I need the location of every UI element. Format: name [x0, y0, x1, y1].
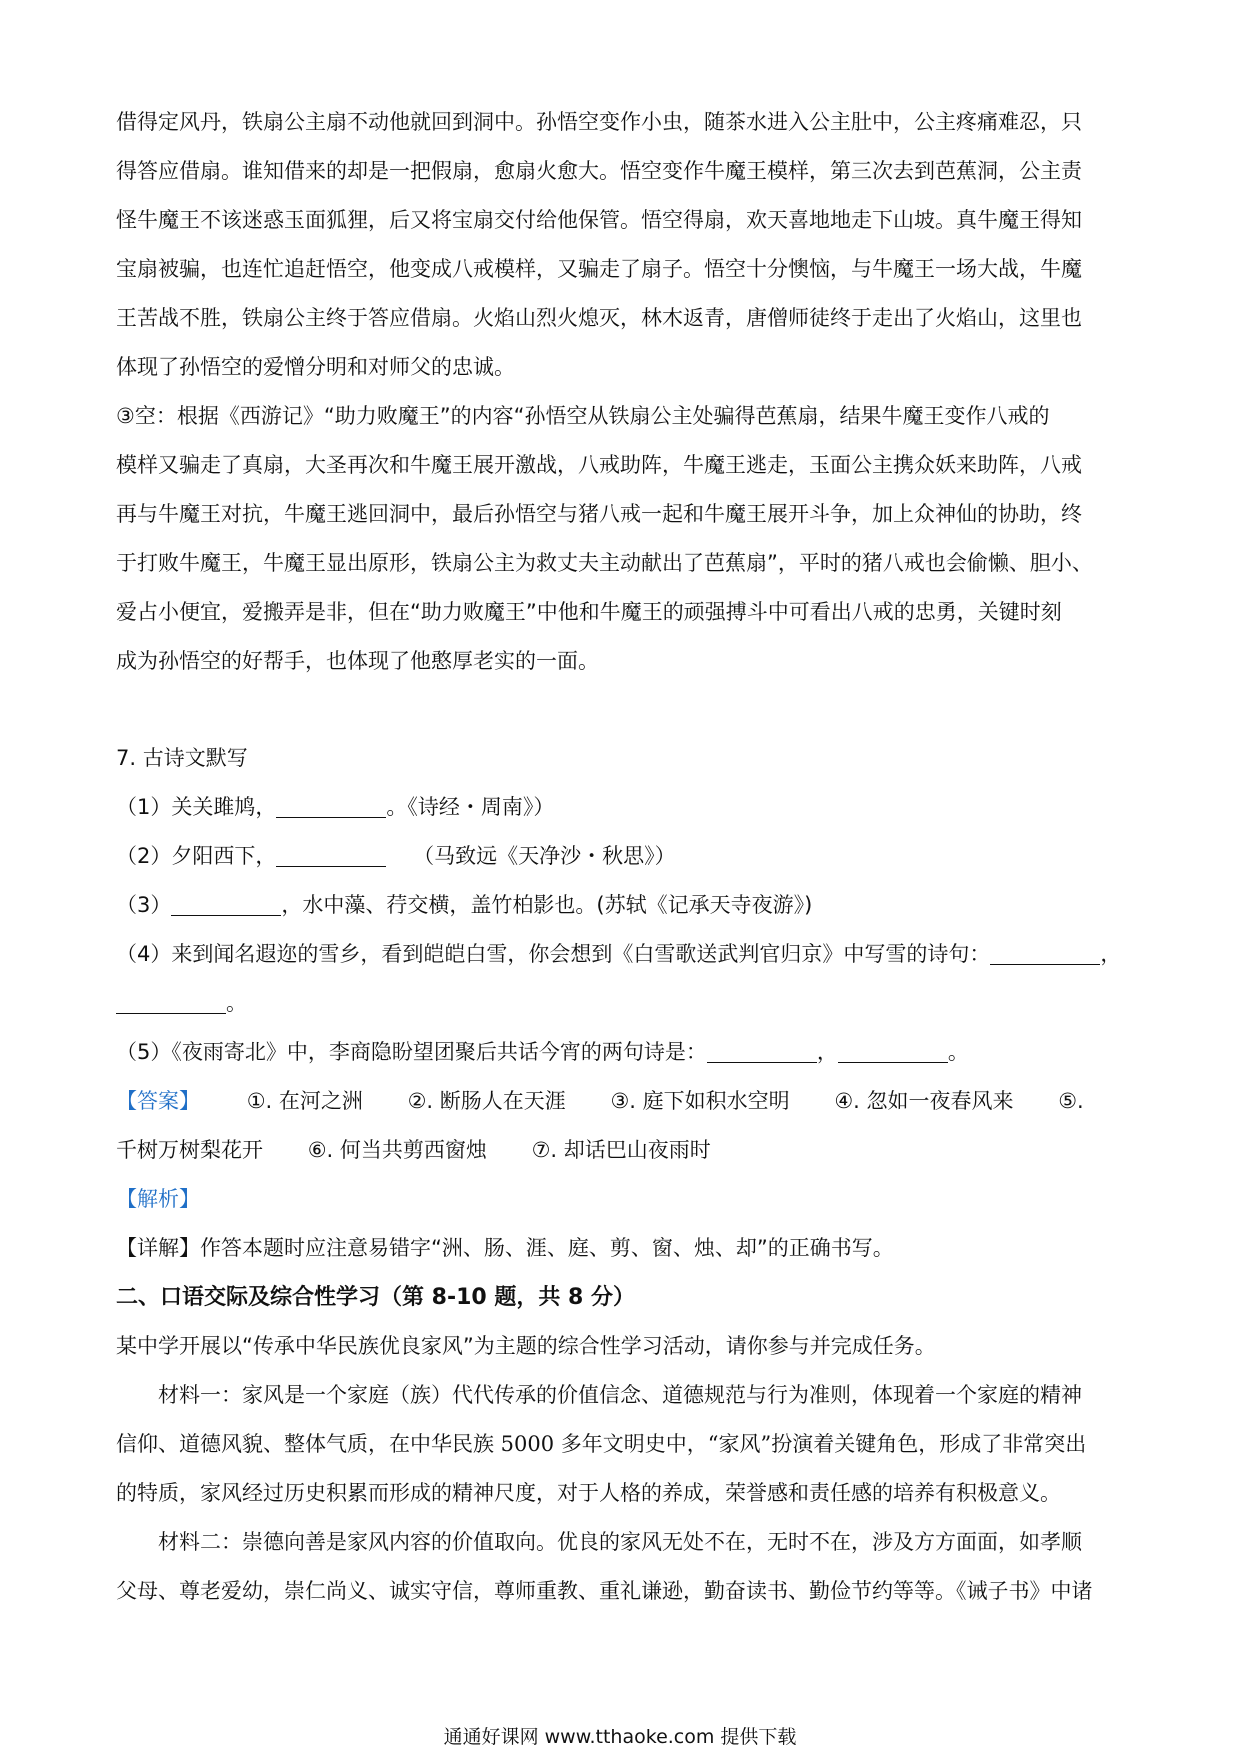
text-line: 信仰、道德风貌、整体气质，在中华民族 5000 多年文明史中，“家风”扮演着关键角色，形成了非常突出: [116, 1432, 1087, 1456]
text-line: 王苦战不胜，铁扇公主终于答应借扇。火焰山烈火熄灭，林木返青，唐僧师徒终于走出了火焰山，这里也: [116, 306, 1082, 330]
text-line: 模样又骗走了真扇，大圣再次和牛魔王展开激战，八戒助阵，牛魔王逃走，玉面公主携众妖来助阵，八戒: [116, 453, 1082, 477]
text-line: 父母、尊老爱幼，崇仁尚义、诚实守信，尊师重教、重礼谦逊，勤奋读书、勤俭节约等等。《诫子书》中诸: [116, 1579, 1093, 1603]
text-line: 体现了孙悟空的爱憎分明和对师父的忠诚。: [116, 355, 515, 379]
question-item-5: （5）《夜雨寄北》中，李商隐盼望团聚后共话今宵的两句诗是： ， 。: [116, 1040, 969, 1064]
answer-blank: [276, 793, 386, 818]
answer-item: 千树万树梨花开: [116, 1138, 263, 1162]
answer-line-1: [116, 1077, 1136, 1126]
question-item-4: （4）来到闻名遐迩的雪乡，看到皑皑白雪，你会想到《白雪歌送武判官归京》中写雪的诗句： ，: [116, 942, 1122, 966]
answer-item: ⑦. 却话巴山夜雨时: [531, 1138, 711, 1162]
text-line: 材料二：崇德向善是家风内容的价值取向。优良的家风无处不在，无时不在，涉及方方面面，如孝顺: [158, 1530, 1082, 1554]
text-line: 爱占小便宜，爱搬弄是非，但在“助力败魔王”中他和牛魔王的顽强搏斗中可看出八戒的忠勇，关键时刻: [116, 600, 1062, 624]
answer-line-2: [116, 1126, 1136, 1175]
answer-item: ①. 在河之洲: [246, 1089, 363, 1113]
section-2: [116, 1273, 1136, 1616]
paragraph-third-blank: [116, 392, 1136, 686]
text-line: 成为孙悟空的好帮手，也体现了他憨厚老实的一面。: [116, 649, 599, 673]
material-two: [116, 1518, 1136, 1616]
detail-text: 作答本题时应注意易错字“洲、肠、涯、庭、剪、窗、烛、却”的正确书写。: [200, 1236, 894, 1260]
material-one: [116, 1371, 1136, 1518]
answer-item: ③. 庭下如积水空明: [610, 1089, 790, 1113]
answer-blank: [707, 1038, 817, 1063]
analysis-label: 【解析】: [116, 1187, 200, 1211]
question-item-4-cont: 。: [116, 979, 1136, 1028]
text-line: 于打败牛魔王，牛魔王显出原形，铁扇公主为救丈夫主动献出了芭蕉扇”，平时的猪八戒也会偷懒、胆小、: [116, 551, 1093, 575]
text-line: 再与牛魔王对抗，牛魔王逃回洞中，最后孙悟空与猪八戒一起和牛魔王展开斗争，加上众神仙的协助，终: [116, 502, 1082, 526]
text-line: 怪牛魔王不该迷惑玉面狐狸，后又将宝扇交付给他保管。悟空得扇，欢天喜地地走下山坡。真牛魔王得知: [116, 208, 1082, 232]
answer-label: 【答案】: [116, 1089, 200, 1113]
detail-label: 【详解】: [116, 1236, 200, 1260]
page-content: [116, 98, 1136, 1616]
question-item-1: （1）关关雎鸠， 。《诗经・周南》）: [116, 795, 555, 819]
section-title: 二、口语交际及综合性学习（第 8-10 题，共 8 分）: [116, 1285, 635, 1310]
question-item-3: （3） ，水中藻、荇交横，盖竹柏影也。(苏轼《记承天寺夜游》): [116, 893, 813, 917]
text-line: 得答应借扇。谁知借来的却是一把假扇，愈扇火愈大。悟空变作牛魔王模样，第三次去到芭蕉洞，公主责: [116, 159, 1082, 183]
answer-item: ⑥. 何当共剪西窗烛: [307, 1138, 487, 1162]
section-intro: 某中学开展以“传承中华民族优良家风”为主题的综合性学习活动，请你参与并完成任务。: [116, 1334, 936, 1358]
answer-blank: [838, 1038, 948, 1063]
answer-blank: [276, 842, 386, 867]
text-line: 借得定风丹，铁扇公主扇不动他就回到洞中。孙悟空变作小虫，随茶水进入公主肚中，公主疼痛难忍，只: [116, 110, 1082, 134]
question-7: [116, 734, 1136, 1077]
answer-block: [116, 1077, 1136, 1175]
question-title: 7. 古诗文默写: [116, 746, 248, 770]
answer-item: ④. 忽如一夜春风来: [834, 1089, 1014, 1113]
answer-blank: [171, 891, 281, 916]
text-line: ③空：根据《西游记》“助力败魔王”的内容“孙悟空从铁扇公主处骗得芭蕉扇，结果牛魔王变作八戒的: [116, 404, 1050, 428]
page-footer: 通通好课网 www.tthaoke.com 提供下载: [443, 1726, 797, 1748]
paragraph-story-summary: [116, 98, 1136, 392]
text-line: 的特质，家风经过历史积累而形成的精神尺度，对于人格的养成，荣誉感和责任感的培养有积极意义。: [116, 1481, 1061, 1505]
answer-item: ⑤.: [1058, 1089, 1084, 1113]
answer-blank: [116, 989, 226, 1014]
text-line: 材料一：家风是一个家庭（族）代代传承的价值信念、道德规范与行为准则，体现着一个家庭的精神: [158, 1383, 1082, 1407]
answer-item: ②. 断肠人在天涯: [407, 1089, 566, 1113]
answer-blank: [990, 940, 1100, 965]
detail-line: [116, 1224, 1136, 1273]
question-item-2: （2）夕阳西下， （马致远《天净沙・秋思》）: [116, 844, 676, 868]
text-line: 宝扇被骗，也连忙追赶悟空，他变成八戒模样，又骗走了扇子。悟空十分懊恼，与牛魔王一场大战，牛魔: [116, 257, 1082, 281]
